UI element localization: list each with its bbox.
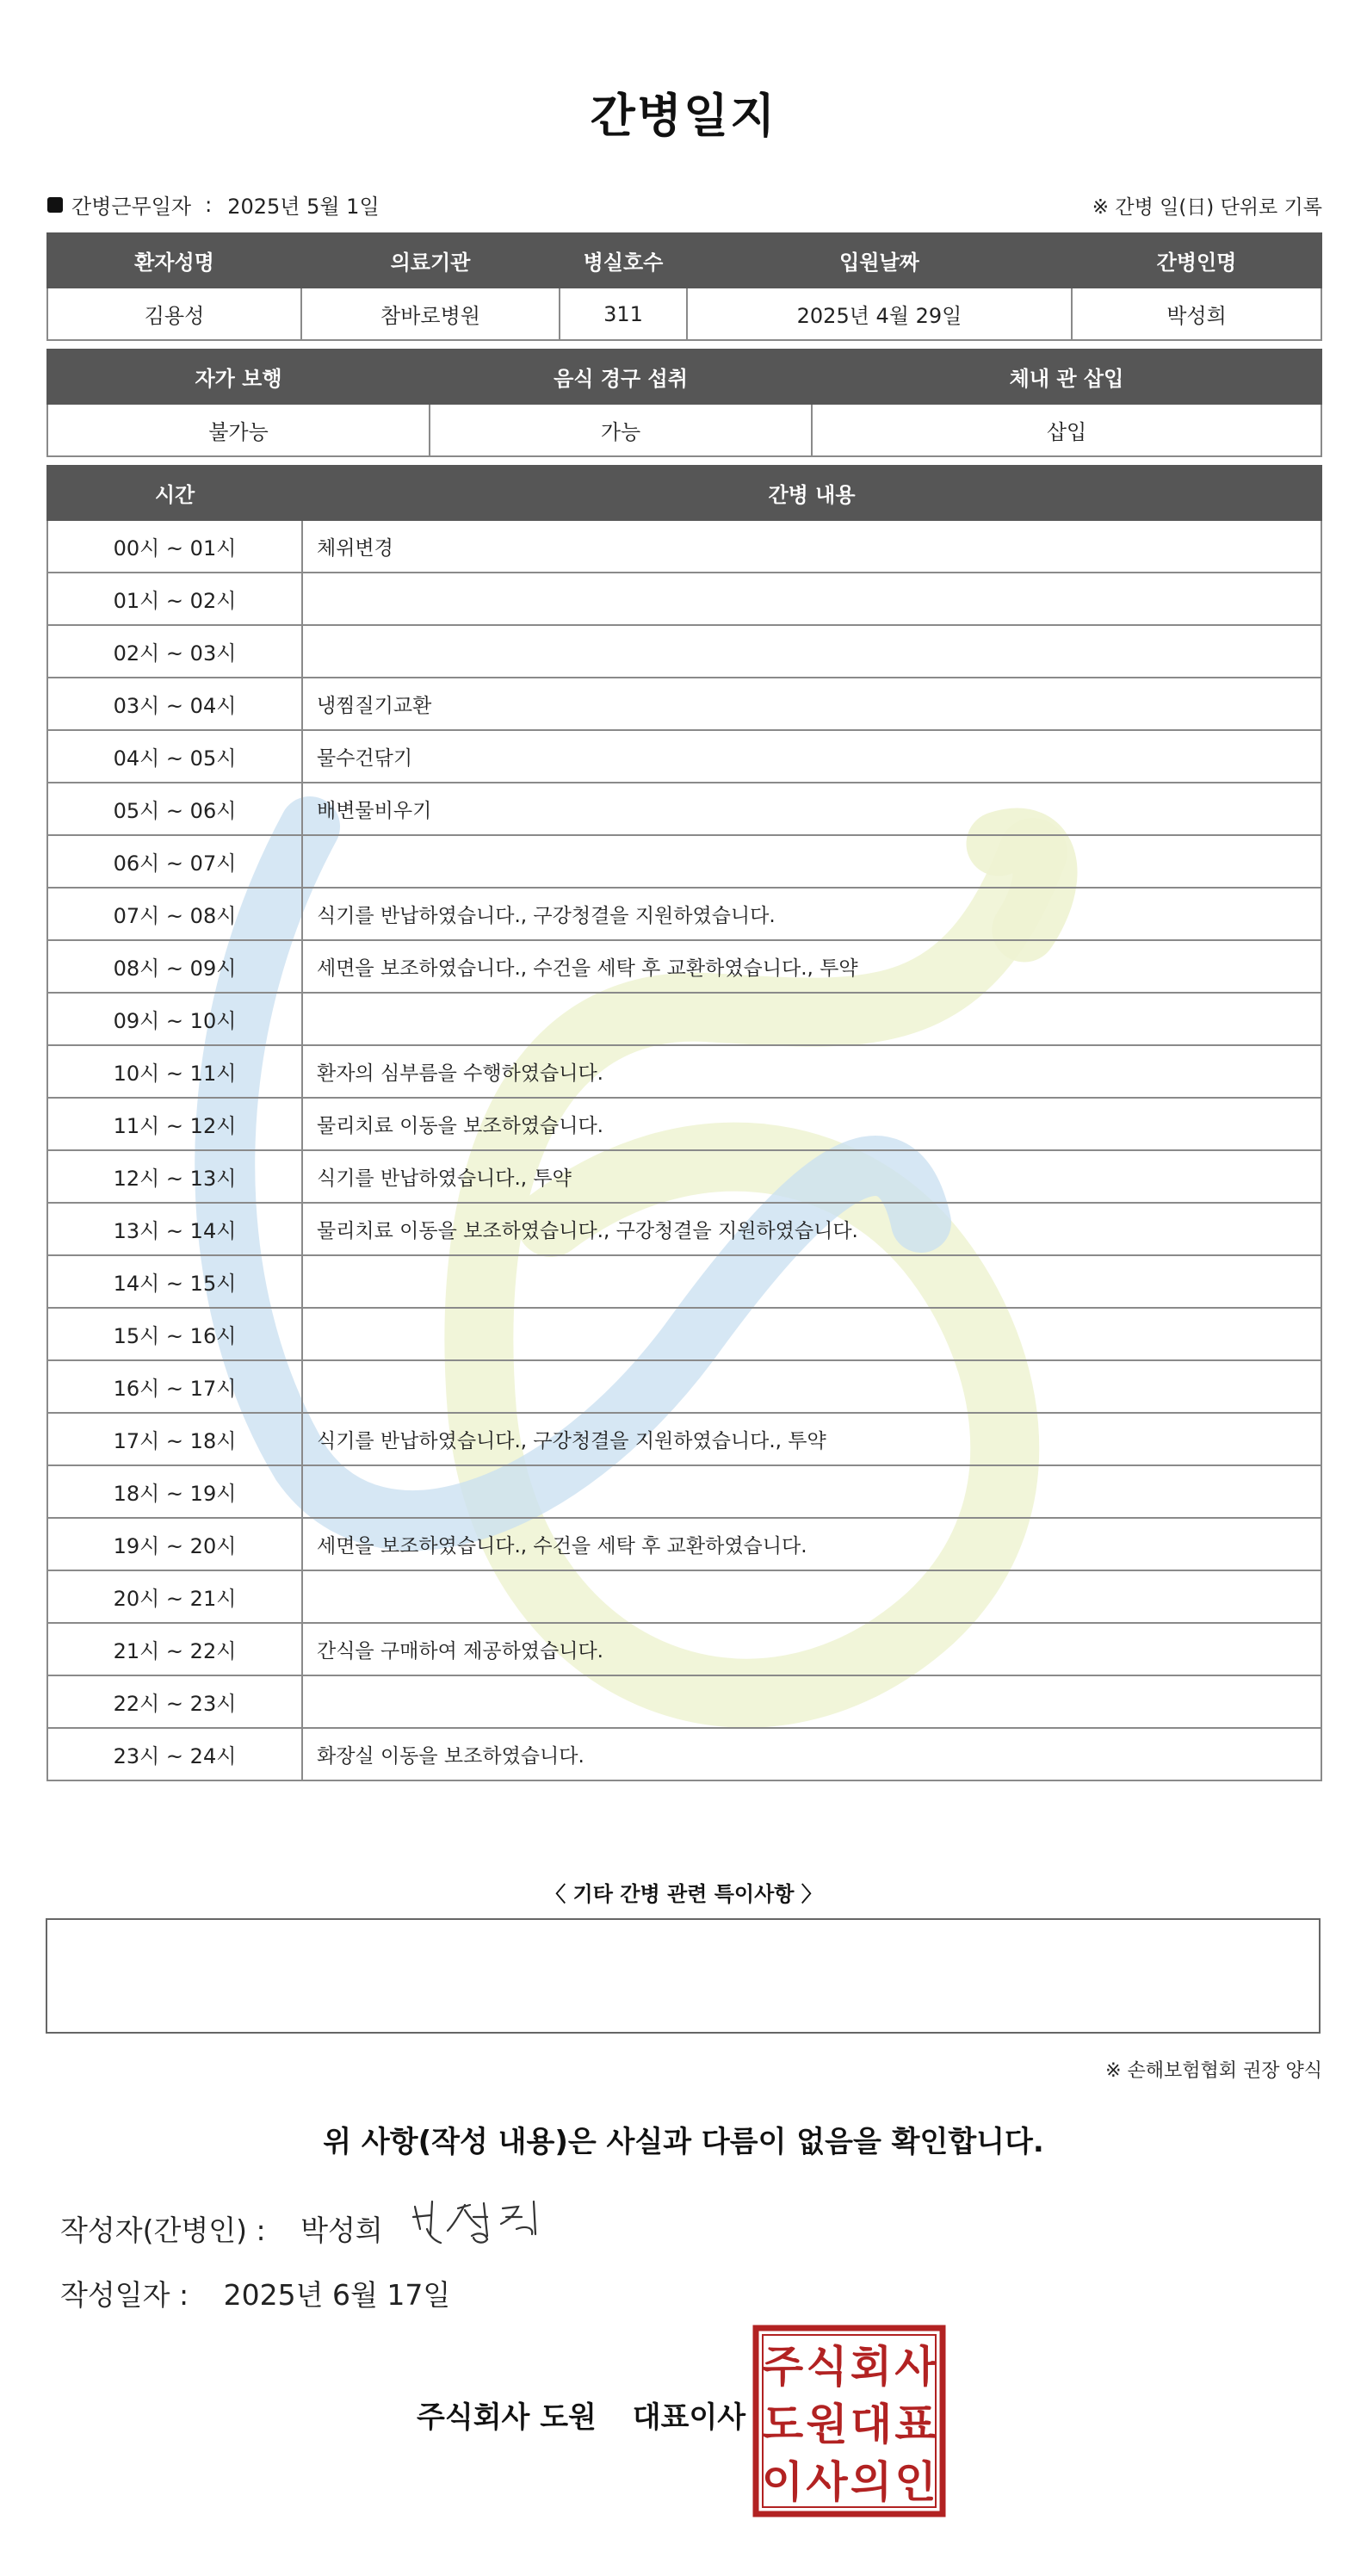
table-row: [47, 1675, 1321, 1728]
seal-character: 도: [761, 2400, 804, 2449]
seal-character: 사: [806, 2457, 848, 2507]
hospital-name: 참바로병원: [301, 288, 560, 340]
table-row: [47, 1098, 1321, 1150]
care-time: 10시 ~ 11시: [47, 1045, 302, 1098]
company-name: 주식회사 도원: [417, 2400, 597, 2435]
patient-name: 김용성: [47, 288, 301, 340]
table-row: [47, 1150, 1321, 1203]
care-content: 물리치료 이동을 보조하였습니다., 구강청결을 지원하였습니다.: [302, 1203, 1321, 1255]
header-admission-date: 입원날짜: [687, 233, 1072, 288]
other-notes-title: 〈 기타 간병 관련 특이사항 〉: [545, 1882, 822, 1906]
care-time: 01시 ~ 02시: [47, 573, 302, 625]
handwritten-signature: [405, 2191, 577, 2251]
care-content: 화장실 이동을 보조하였습니다.: [302, 1728, 1321, 1780]
care-time: 20시 ~ 21시: [47, 1570, 302, 1623]
table-row: [47, 1518, 1321, 1570]
writer-label: 작성자(간병인) :: [60, 2214, 266, 2247]
table-row: [47, 783, 1321, 835]
table-row: [47, 520, 1321, 573]
table-row: [47, 1465, 1321, 1518]
care-time: 02시 ~ 03시: [47, 625, 302, 678]
care-content: [302, 1570, 1321, 1623]
care-content: [302, 835, 1321, 888]
care-content: [302, 573, 1321, 625]
care-content: 환자의 심부름을 수행하였습니다.: [302, 1045, 1321, 1098]
company-seal-stamp: [752, 2325, 946, 2517]
seal-character: 인: [894, 2457, 937, 2507]
table-row: [47, 678, 1321, 730]
walking-status: 불가능: [47, 404, 430, 456]
company-title: 대표이사: [632, 2400, 746, 2435]
care-content: 간식을 구매하여 제공하였습니다.: [302, 1623, 1321, 1675]
caregiver-name: 박성희: [1072, 288, 1321, 340]
write-date-label: 작성일자 :: [60, 2278, 189, 2312]
care-time: 08시 ~ 09시: [47, 940, 302, 993]
table-row: [47, 940, 1321, 993]
care-content: [302, 625, 1321, 678]
care-content: 식기를 반납하였습니다., 구강청결을 지원하였습니다., 투약: [302, 1413, 1321, 1465]
seal-character: 의: [850, 2457, 893, 2507]
care-content: 물수건닦기: [302, 730, 1321, 783]
care-time: 22시 ~ 23시: [47, 1675, 302, 1728]
seal-character: 회: [850, 2342, 893, 2392]
care-log-rows: [47, 520, 1321, 1780]
confirmation-statement: 위 사항(작성 내용)은 사실과 다름이 없음을 확인합니다.: [323, 2125, 1044, 2159]
form-note: ※ 손해보험협회 권장 양식: [1105, 2060, 1322, 2082]
table-row: [47, 1413, 1321, 1465]
seal-character: 이: [761, 2457, 804, 2507]
writer-name: 박성희: [300, 2214, 383, 2247]
table-row: [47, 1255, 1321, 1308]
care-time: 19시 ~ 20시: [47, 1518, 302, 1570]
write-date-value: 2025년 6월 17일: [223, 2278, 451, 2312]
care-content: 냉찜질기교환: [302, 678, 1321, 730]
table-row: [47, 1045, 1321, 1098]
care-time: 06시 ~ 07시: [47, 835, 302, 888]
care-content: 물리치료 이동을 보조하였습니다.: [302, 1098, 1321, 1150]
table-row: [47, 1570, 1321, 1623]
care-time: 07시 ~ 08시: [47, 888, 302, 940]
square-bullet-icon: [47, 197, 63, 213]
seal-character: 원: [806, 2400, 848, 2449]
care-time: 09시 ~ 10시: [47, 993, 302, 1045]
care-content: 식기를 반납하였습니다., 투약: [302, 1150, 1321, 1203]
care-content: [302, 1255, 1321, 1308]
seal-character: 표: [894, 2400, 937, 2449]
room-number: 311: [560, 288, 687, 340]
care-time: 16시 ~ 17시: [47, 1360, 302, 1413]
care-time: 18시 ~ 19시: [47, 1465, 302, 1518]
care-content: 체위변경: [302, 520, 1321, 573]
header-time: 시간: [47, 466, 302, 520]
care-content: [302, 1675, 1321, 1728]
header-patient-name: 환자성명: [47, 233, 301, 288]
care-content: [302, 1465, 1321, 1518]
table-row: [47, 573, 1321, 625]
care-time: 00시 ~ 01시: [47, 520, 302, 573]
header-tube-insertion: 체내 관 삽입: [812, 350, 1321, 404]
company-line: [417, 2393, 745, 2436]
care-content: [302, 993, 1321, 1045]
table-row: [47, 1728, 1321, 1780]
table-row: [47, 1623, 1321, 1675]
table-row: [47, 1360, 1321, 1413]
seal-character: 대: [850, 2400, 893, 2449]
care-content: 세면을 보조하였습니다., 수건을 세탁 후 교환하였습니다.: [302, 1518, 1321, 1570]
care-content: 세면을 보조하였습니다., 수건을 세탁 후 교환하였습니다., 투약: [302, 940, 1321, 993]
header-room: 병실호수: [560, 233, 687, 288]
seal-character: 식: [806, 2342, 848, 2392]
admission-date: 2025년 4월 29일: [687, 288, 1072, 340]
page-title: 간병일지: [590, 89, 777, 143]
patient-status-table: [46, 349, 1322, 457]
table-row: [47, 835, 1321, 888]
care-time: 23시 ~ 24시: [47, 1728, 302, 1780]
header-caregiver: 간병인명: [1072, 233, 1321, 288]
oral-intake-status: 가능: [430, 404, 812, 456]
table-row: [47, 1203, 1321, 1255]
patient-info-table: [46, 232, 1322, 341]
other-notes-box: [46, 1918, 1321, 2034]
care-time: 13시 ~ 14시: [47, 1203, 302, 1255]
writer-line: [60, 2208, 383, 2249]
table-row: [47, 625, 1321, 678]
care-time: 12시 ~ 13시: [47, 1150, 302, 1203]
tube-insertion-status: 삽입: [812, 404, 1321, 456]
work-date: [47, 189, 380, 220]
care-content: [302, 1308, 1321, 1360]
record-note: ※ 간병 일(日) 단위로 기록: [1092, 196, 1322, 219]
header-oral-intake: 음식 경구 섭취: [430, 350, 812, 404]
work-date-value: 2025년 5월 1일: [227, 195, 380, 219]
care-content: 식기를 반납하였습니다., 구강청결을 지원하였습니다.: [302, 888, 1321, 940]
care-log-table: [46, 465, 1322, 1781]
work-date-separator: :: [205, 192, 213, 217]
care-time: 21시 ~ 22시: [47, 1623, 302, 1675]
care-time: 17시 ~ 18시: [47, 1413, 302, 1465]
table-row: [47, 993, 1321, 1045]
care-time: 15시 ~ 16시: [47, 1308, 302, 1360]
care-time: 04시 ~ 05시: [47, 730, 302, 783]
table-row: [47, 1308, 1321, 1360]
header-care-content: 간병 내용: [302, 466, 1321, 520]
header-hospital: 의료기관: [301, 233, 560, 288]
care-content: 배변물비우기: [302, 783, 1321, 835]
seal-character: 사: [894, 2342, 937, 2392]
care-content: [302, 1360, 1321, 1413]
care-time: 05시 ~ 06시: [47, 783, 302, 835]
care-time: 11시 ~ 12시: [47, 1098, 302, 1150]
care-time: 14시 ~ 15시: [47, 1255, 302, 1308]
seal-character: 주: [761, 2342, 804, 2392]
write-date-line: [60, 2273, 450, 2313]
care-time: 03시 ~ 04시: [47, 678, 302, 730]
table-row: [47, 730, 1321, 783]
work-date-label: 간병근무일자: [71, 195, 192, 219]
table-row: [47, 888, 1321, 940]
header-walking: 자가 보행: [47, 350, 430, 404]
